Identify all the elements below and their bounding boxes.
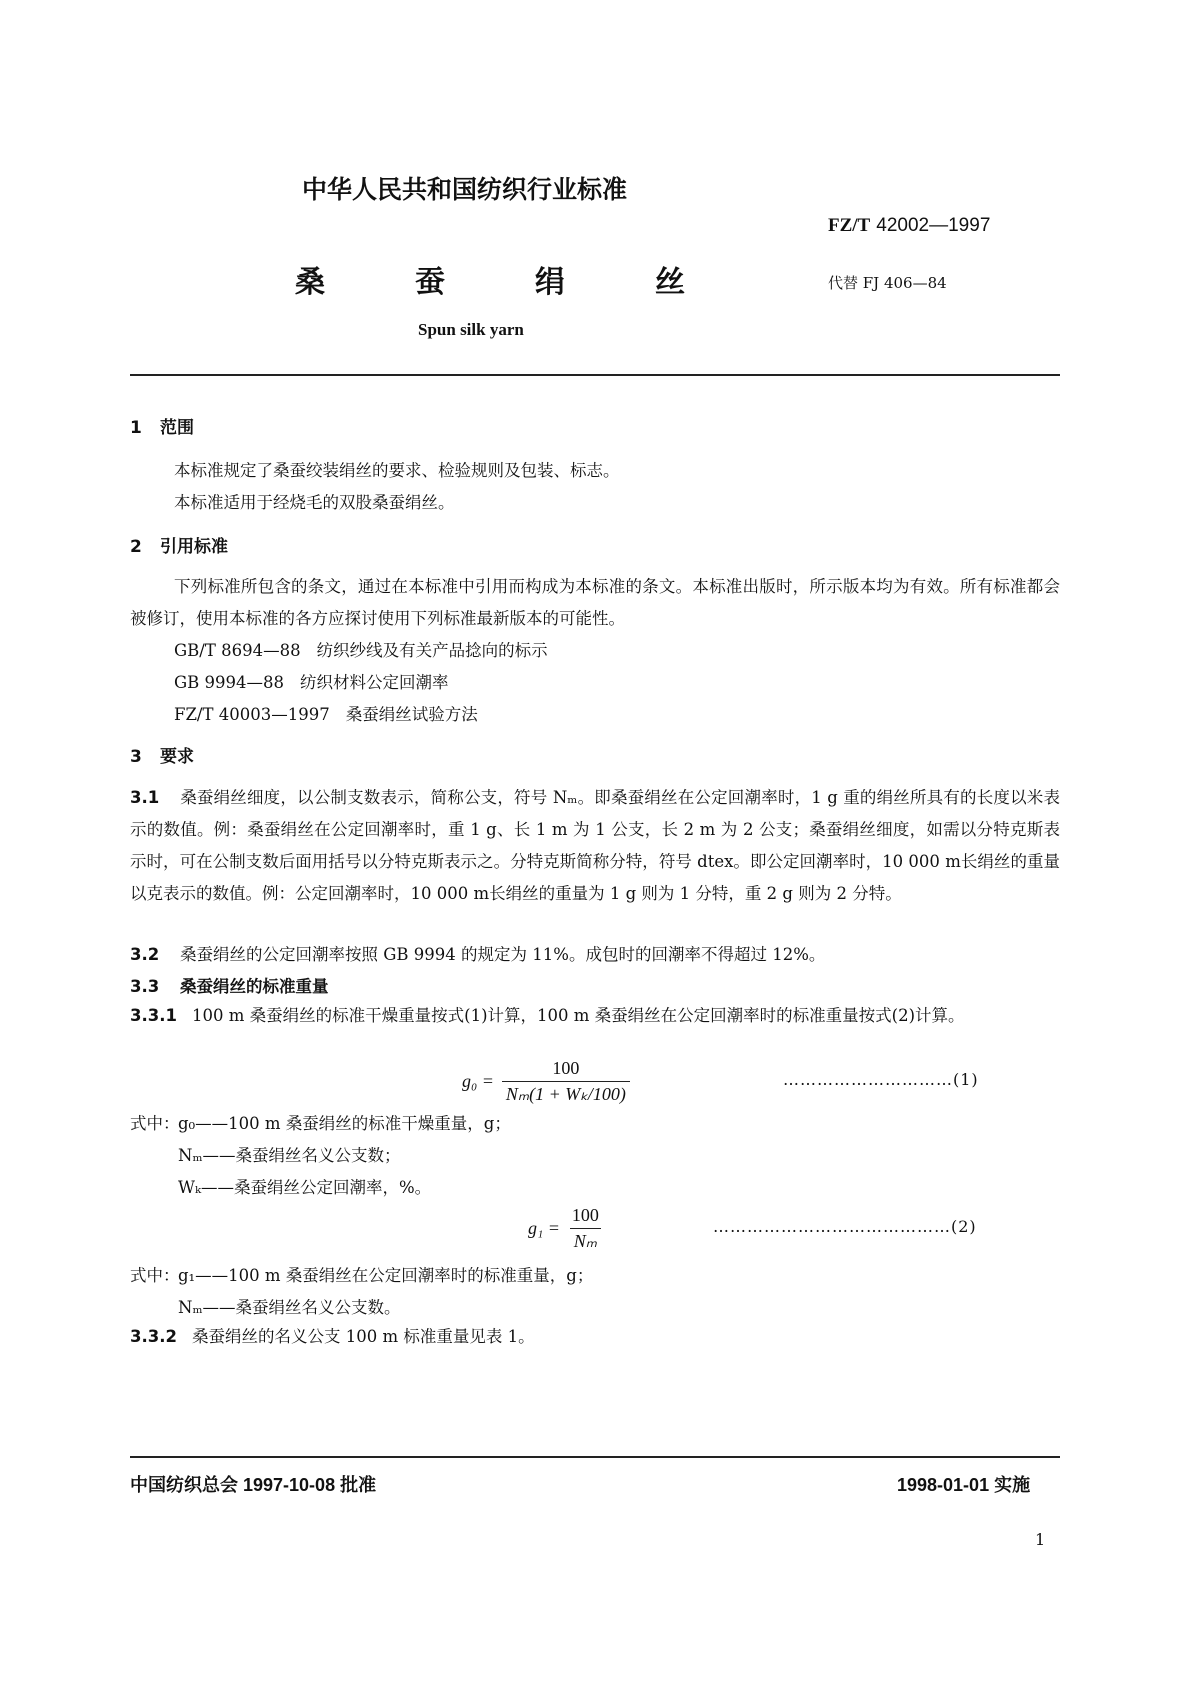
title-char: 丝 bbox=[655, 265, 685, 300]
legend-item: Nₘ——桑蚕绢丝名义公支数。 bbox=[178, 1298, 401, 1317]
clause-3-3 bbox=[130, 976, 329, 997]
fraction-numerator: 100 bbox=[571, 1205, 599, 1225]
page-number: 1 bbox=[1035, 1530, 1046, 1549]
legend-item: Wₖ——桑蚕绢丝公定回潮率，%。 bbox=[178, 1178, 432, 1197]
equation-1 bbox=[462, 1058, 630, 1105]
section-1-heading bbox=[130, 413, 194, 438]
legend-1-lead: 式中： bbox=[130, 1114, 180, 1133]
clause-3-1 bbox=[130, 782, 1060, 910]
clause-3-2 bbox=[130, 944, 825, 965]
title-char: 蚕 bbox=[415, 265, 445, 300]
reference-code: FZ/T 40003—1997 bbox=[174, 705, 330, 724]
title-char: 桑 bbox=[295, 265, 325, 300]
replaces-note: 代替 FJ 406—84 bbox=[828, 274, 947, 292]
effective-date: 1998-01-01 实施 bbox=[897, 1475, 1031, 1495]
clause-text: 100 m 桑蚕绢丝的标准干燥重量按式(1)计算，100 m 桑蚕绢丝在公定回潮率时的标准重量按式(2)计算。 bbox=[192, 1006, 965, 1025]
clause-text: 桑蚕绢丝的名义公支 100 m 标准重量见表 1。 bbox=[192, 1327, 535, 1346]
clause-text: 桑蚕绢丝的标准重量 bbox=[180, 977, 329, 996]
section-2-intro: 下列标准所包含的条文，通过在本标准中引用而构成为本标准的条文。本标准出版时，所示版本均为有效。所有标准都会被修订，使用本标准的各方应探讨使用下列标准最新版本的可能性。 bbox=[130, 577, 1060, 628]
section-number: 3 bbox=[130, 747, 142, 767]
standard-code: 42002—1997 bbox=[876, 215, 991, 236]
reference-item bbox=[174, 672, 449, 693]
equation-lhs: g₀ = bbox=[462, 1071, 494, 1091]
reference-name: 纺织纱线及有关产品捻向的标示 bbox=[316, 641, 548, 660]
reference-name: 纺织材料公定回潮率 bbox=[300, 673, 449, 692]
section-title: 引用标准 bbox=[160, 537, 228, 557]
section-title: 范围 bbox=[160, 418, 194, 438]
equation-2 bbox=[528, 1205, 603, 1252]
footer-divider bbox=[130, 1456, 1060, 1458]
legend-item: Nₘ——桑蚕绢丝名义公支数； bbox=[178, 1146, 401, 1165]
clause-text: 桑蚕绢丝细度，以公制支数表示，简称公支，符号 Nₘ。即桑蚕绢丝在公定回潮率时，1 g 重的绢丝所具有的长度以米表示的数值。例：桑蚕绢丝在公定回潮率时，重 1 g、长 1 m 为 1 公支，长 2 m 为 2 公支；桑蚕绢丝细度，如需以分特克斯表示时，可在公制支数后面用括号以分特克斯表示之。分特克斯简称分特，符号 dtex。即公定回潮率时，10 000 m长绢丝的重量以克表示的数值。例：公定回潮率时，10 000 m长绢丝的重量为 1 g 则为 1 分特，重 2 g 则为 2 分特。 bbox=[130, 788, 1060, 903]
english-title: Spun silk yarn bbox=[418, 320, 524, 339]
reference-code: GB 9994—88 bbox=[174, 673, 285, 692]
fraction-numerator: 100 bbox=[552, 1058, 580, 1078]
clause-number: 3.2 bbox=[130, 945, 160, 964]
fraction bbox=[502, 1058, 630, 1105]
equation-2-number: ……………………………………(2) bbox=[713, 1217, 977, 1236]
fraction bbox=[568, 1205, 603, 1252]
reference-item bbox=[174, 640, 548, 661]
equation-lhs: g₁ = bbox=[528, 1218, 560, 1238]
org-title: 中华人民共和国纺织行业标准 bbox=[302, 175, 628, 204]
section-title: 要求 bbox=[160, 747, 194, 767]
reference-code: GB/T 8694—88 bbox=[174, 641, 301, 660]
section-1-para-2: 本标准适用于经烧毛的双股桑蚕绢丝。 bbox=[174, 493, 455, 512]
fraction-denominator: Nₘ bbox=[570, 1228, 601, 1252]
section-3-heading bbox=[130, 742, 194, 767]
legend-item: g₀——100 m 桑蚕绢丝的标准干燥重量，g； bbox=[178, 1114, 511, 1133]
clause-number: 3.3.2 bbox=[130, 1327, 177, 1346]
header-divider bbox=[130, 374, 1060, 376]
section-1-para-1: 本标准规定了桑蚕绞装绢丝的要求、检验规则及包装、标志。 bbox=[174, 461, 620, 480]
title-char: 绢 bbox=[535, 265, 565, 300]
standard-prefix: FZ/T bbox=[828, 215, 871, 236]
legend-item: g₁——100 m 桑蚕绢丝在公定回潮率时的标准重量，g； bbox=[178, 1266, 594, 1285]
section-2-heading bbox=[130, 532, 228, 557]
reference-item bbox=[174, 704, 478, 725]
legend-2-lead: 式中： bbox=[130, 1266, 180, 1285]
clause-number: 3.1 bbox=[130, 788, 160, 807]
reference-name: 桑蚕绢丝试验方法 bbox=[345, 705, 478, 724]
fraction-denominator: Nₘ(1 + Wₖ/100) bbox=[502, 1081, 630, 1105]
clause-text: 桑蚕绢丝的公定回潮率按照 GB 9994 的规定为 11%。成包时的回潮率不得超过 12%。 bbox=[180, 945, 826, 964]
clause-number: 3.3.1 bbox=[130, 1006, 177, 1025]
approval-date: 中国纺织总会 1997-10-08 批准 bbox=[130, 1475, 377, 1495]
clause-3-3-2 bbox=[130, 1326, 535, 1347]
document-title bbox=[295, 257, 685, 301]
clause-number: 3.3 bbox=[130, 977, 160, 996]
section-number: 2 bbox=[130, 537, 142, 557]
standard-number bbox=[828, 214, 990, 237]
section-number: 1 bbox=[130, 418, 142, 438]
clause-3-3-1 bbox=[130, 1000, 1060, 1032]
equation-1-number: …………………………(1) bbox=[783, 1070, 979, 1089]
